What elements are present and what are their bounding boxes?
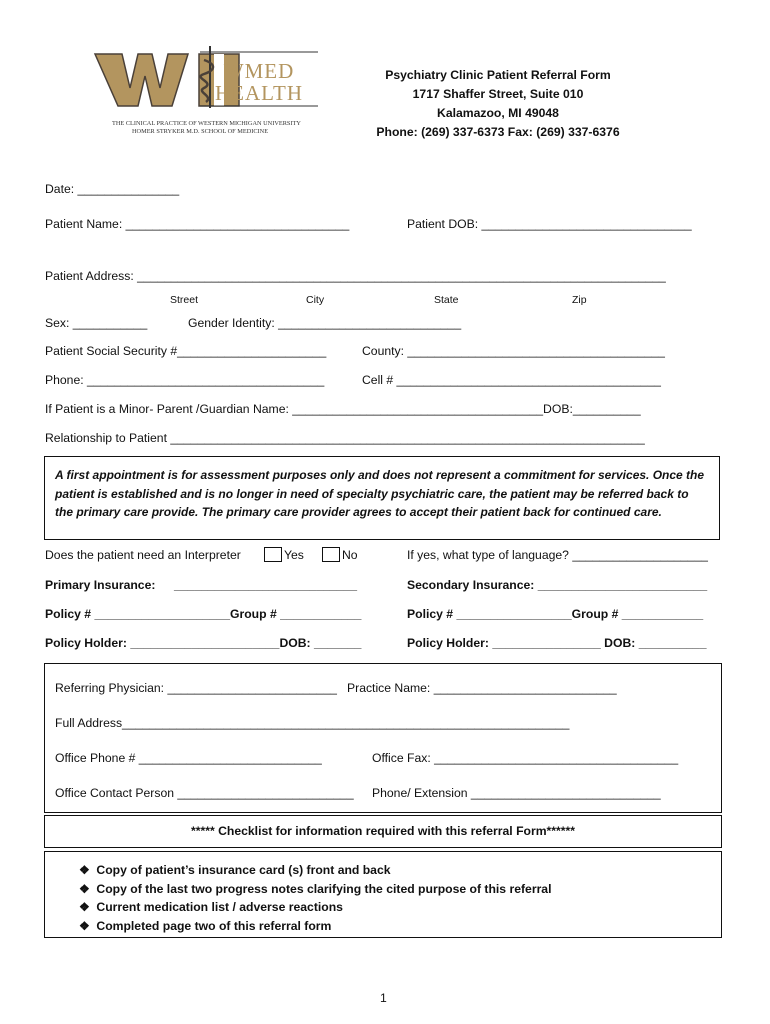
- ssn-field[interactable]: Patient Social Security #______________________: [45, 344, 327, 358]
- primary-policy-holder-field[interactable]: Policy Holder: ______________________DOB: _______: [45, 636, 362, 650]
- primary-policy-group-field[interactable]: Policy # ____________________Group # ____________: [45, 607, 362, 621]
- office-phone-field[interactable]: Office Phone # ___________________________: [55, 751, 322, 765]
- guardian-field[interactable]: If Patient is a Minor- Parent /Guardian Name: _____________________________________DOB:__________: [45, 402, 641, 416]
- logo-wordmark: WMED HEALTH: [214, 59, 304, 105]
- address-zip-label: Zip: [572, 294, 587, 306]
- notice-line-2: patient is established and is no longer in need of specialty psychiatric care, the patient may be referred back to: [55, 486, 689, 501]
- list-item: ❖ Completed page two of this referral form: [79, 917, 551, 936]
- diamond-bullet-icon: ❖: [79, 863, 90, 877]
- form-title: Psychiatry Clinic Patient Referral Form: [385, 68, 611, 82]
- no-checkbox[interactable]: [322, 547, 340, 562]
- primary-insurance-label: Primary Insurance:: [45, 578, 156, 592]
- clinic-phone-fax: Phone: (269) 337-6373 Fax: (269) 337-6376: [376, 125, 620, 139]
- phone-field[interactable]: Phone: ___________________________________: [45, 373, 325, 387]
- list-item: ❖ Copy of the last two progress notes clarifying the cited purpose of this referral: [79, 880, 551, 899]
- list-item: ❖ Current medication list / adverse reactions: [79, 898, 551, 917]
- checklist-title-box: [44, 815, 722, 848]
- phone-extension-field[interactable]: Phone/ Extension ____________________________: [372, 786, 661, 800]
- notice-box: [44, 456, 720, 540]
- clinic-address-line2: Kalamazoo, MI 49048: [437, 106, 559, 120]
- primary-insurance-field[interactable]: ___________________________: [174, 578, 358, 592]
- interpreter-no-option[interactable]: [322, 547, 358, 562]
- logo-tagline-1: THE CLINICAL PRACTICE OF WESTERN MICHIGAN UNIVERSITY: [112, 120, 301, 127]
- logo-tagline-2: HOMER STRYKER M.D. SCHOOL OF MEDICINE: [132, 128, 269, 135]
- secondary-insurance-field[interactable]: Secondary Insurance: _________________________: [407, 578, 708, 592]
- interpreter-yes-option[interactable]: [264, 547, 304, 562]
- relationship-field[interactable]: Relationship to Patient ______________________________________________________________________: [45, 431, 645, 445]
- diamond-bullet-icon: ❖: [79, 919, 90, 934]
- address-city-label: City: [306, 294, 325, 306]
- form-header: [340, 66, 656, 142]
- patient-address-field[interactable]: Patient Address: ______________________________________________________________________________: [45, 269, 666, 283]
- address-street-label: Street: [170, 294, 199, 306]
- checklist-box: [44, 851, 722, 938]
- diamond-bullet-icon: ❖: [79, 881, 90, 896]
- patient-name-field[interactable]: Patient Name: _________________________________: [45, 217, 350, 231]
- yes-label: Yes: [284, 548, 304, 562]
- secondary-policy-group-field[interactable]: Policy # _________________Group # ____________: [407, 607, 704, 621]
- full-address-field[interactable]: Full Address__________________________________________________________________: [55, 716, 570, 730]
- county-field[interactable]: County: ______________________________________: [362, 344, 665, 358]
- wmed-health-logo: [92, 46, 322, 136]
- notice-line-3: the primary care provide. The primary care provider agrees to accept their patient back for continued care.: [55, 505, 662, 519]
- practice-name-field[interactable]: Practice Name: ___________________________: [347, 681, 617, 695]
- list-item: ❖ Copy of patient’s insurance card (s) front and back: [79, 861, 551, 880]
- secondary-policy-holder-field[interactable]: Policy Holder: ________________ DOB: __________: [407, 636, 707, 650]
- office-contact-field[interactable]: Office Contact Person __________________________: [55, 786, 354, 800]
- referring-physician-box: [44, 663, 722, 813]
- interpreter-question: Does the patient need an Interpreter: [45, 548, 241, 562]
- patient-dob-field[interactable]: Patient DOB: _______________________________: [407, 217, 692, 231]
- no-label: No: [342, 548, 358, 562]
- yes-checkbox[interactable]: [264, 547, 282, 562]
- language-field[interactable]: If yes, what type of language? ____________________: [407, 548, 708, 562]
- date-field[interactable]: Date: _______________: [45, 182, 180, 196]
- checklist-title: ***** Checklist for information required with this referral Form******: [191, 824, 575, 838]
- gender-identity-field[interactable]: Gender Identity: ___________________________: [188, 316, 462, 330]
- sex-field[interactable]: Sex: ___________: [45, 316, 148, 330]
- diamond-bullet-icon: ❖: [79, 900, 90, 915]
- page-number: 1: [380, 991, 387, 1005]
- cell-field[interactable]: Cell # _______________________________________: [362, 373, 661, 387]
- notice-line-1: A first appointment is for assessment purposes only and does not represent a commitment for services. Once the: [55, 468, 705, 482]
- referring-physician-field[interactable]: Referring Physician: _________________________: [55, 681, 337, 695]
- address-state-label: State: [434, 294, 459, 306]
- office-fax-field[interactable]: Office Fax: ____________________________________: [372, 751, 679, 765]
- clinic-address-line1: 1717 Shaffer Street, Suite 010: [412, 87, 584, 101]
